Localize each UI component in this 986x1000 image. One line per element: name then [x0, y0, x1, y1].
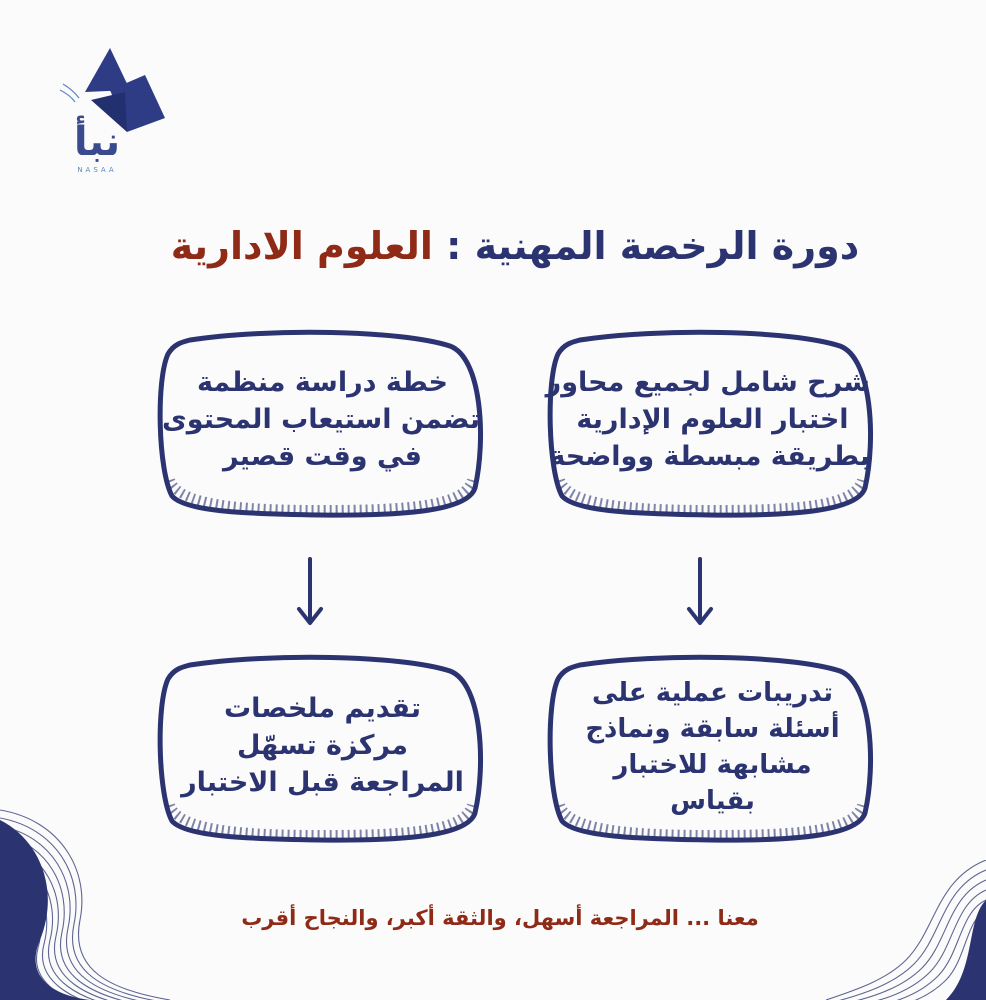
card-line: مشابهة للاختبار: [613, 750, 812, 780]
title-course: دورة الرخصة المهنية :: [432, 224, 860, 268]
card-line: تقديم ملخصات: [224, 693, 421, 724]
logo-latin-text: NASAA: [77, 166, 117, 174]
card-line: مركزة تسهّل: [237, 730, 408, 761]
card-line: بطريقة مبسطة وواضحة: [549, 441, 870, 472]
card-line: تدريبات عملية على: [592, 678, 833, 708]
card-line: خطة دراسة منظمة: [196, 367, 449, 398]
card-line: أسئلة سابقة ونماذج: [585, 714, 840, 744]
left-wave-solid: [0, 820, 90, 1000]
logo-wordmark: نبأ: [73, 119, 121, 165]
card-line: المراجعة قبل الاختبار: [181, 767, 464, 798]
card-study-plan: [162, 364, 480, 475]
footer-slogan: معنا ... المراجعة أسهل، والثقة أكبر، والنجاح أقرب: [241, 906, 759, 930]
arrow-down-icon: [290, 555, 330, 630]
card-line: شرح شامل لجميع محاور: [545, 367, 870, 398]
card-practice-exercises: [555, 675, 870, 819]
card-summaries: [165, 690, 480, 801]
card-line: اختبار العلوم الإدارية: [576, 404, 849, 435]
card-line: بقياس: [670, 786, 755, 816]
arrow-down-icon: [680, 555, 720, 630]
card-line: في وقت قصير: [223, 441, 422, 472]
right-wave-decoration: [826, 860, 986, 1000]
card-line: تضمن استيعاب المحتوى: [162, 404, 480, 435]
card-comprehensive-explanation: [545, 364, 870, 475]
title-subject: العلوم الادارية: [170, 224, 433, 268]
page-title: [120, 206, 910, 286]
